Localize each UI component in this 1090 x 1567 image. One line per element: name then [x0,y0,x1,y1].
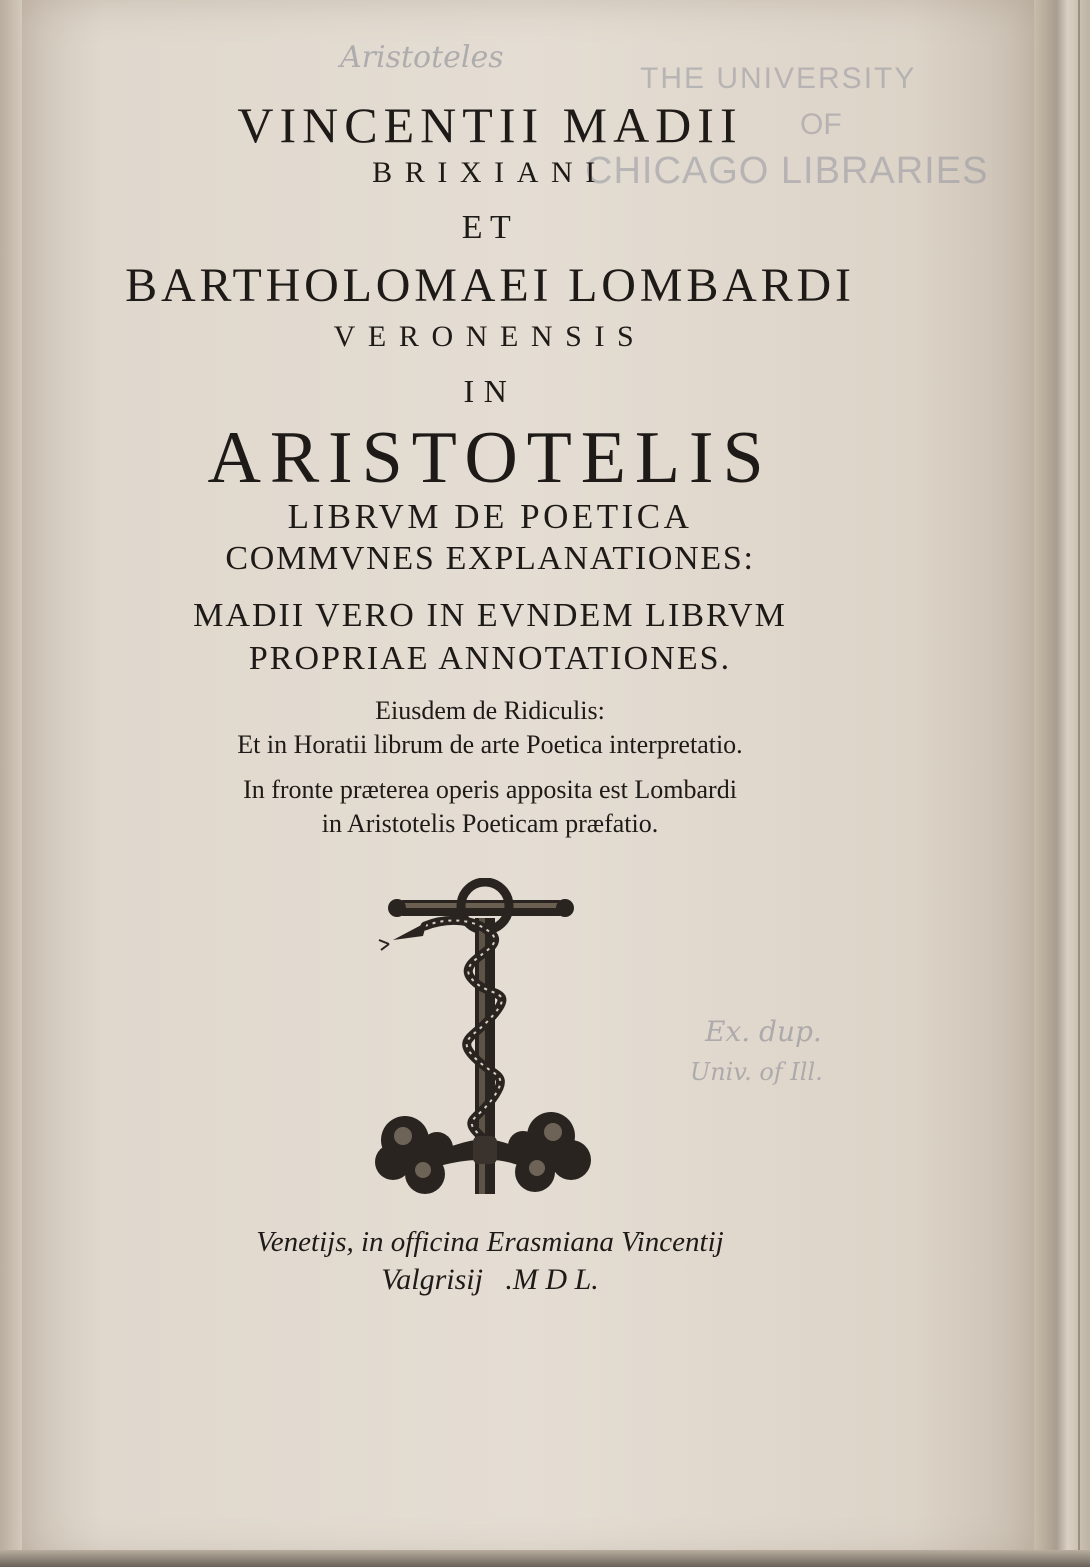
library-stamp-line2: OF [800,108,842,141]
subtitle-lombardi: In fronte præterea operis apposita est Lombardi [243,775,737,804]
printers-device [375,878,595,1208]
title-subject: LIBRVM DE POETICA [287,497,693,536]
subtitle-praefatio: in Aristotelis Poeticam præfatio. [321,809,659,838]
handwritten-note-side1: Ex. dup. [705,1015,822,1048]
title-author-1-origin: BRIXIANI [372,156,608,189]
title-preposition: IN [463,373,517,409]
title-author-2-origin: VERONENSIS [333,320,647,353]
title-explanations: COMMVNES EXPLANATIONES: [225,540,755,577]
imprint-line1: Venetijs, in officina Erasmiana Vincentij [256,1226,724,1258]
title-conjunction: ET [461,209,519,246]
title-author-2: BARTHOLOMAEI LOMBARDI [125,259,855,312]
handwritten-note-side2: Univ. of Ill. [690,1058,823,1086]
bottom-shadow [0,1550,1090,1567]
right-page-edges [1034,0,1090,1567]
title-aristotelis: ARISTOTELIS [207,417,773,499]
imprint-line2: Valgrisij .M D L. [381,1263,599,1296]
title-madii-annotations: MADII VERO IN EVNDEM LIBRVM [193,597,787,634]
subtitle-ridiculis: Eiusdem de Ridiculis: [375,696,605,725]
library-stamp-line1: THE UNIVERSITY [640,62,917,95]
title-propriae: PROPRIAE ANNOTATIONES. [248,640,732,677]
anchor-serpent-device-icon [375,878,595,1208]
library-stamp-line3: CHICAGO LIBRARIES [585,150,989,192]
handwritten-note-top: Aristoteles [340,40,504,75]
subtitle-horatii: Et in Horatii librum de arte Poetica interpretatio. [237,730,743,759]
title-author-1: VINCENTII MADII [237,97,743,153]
